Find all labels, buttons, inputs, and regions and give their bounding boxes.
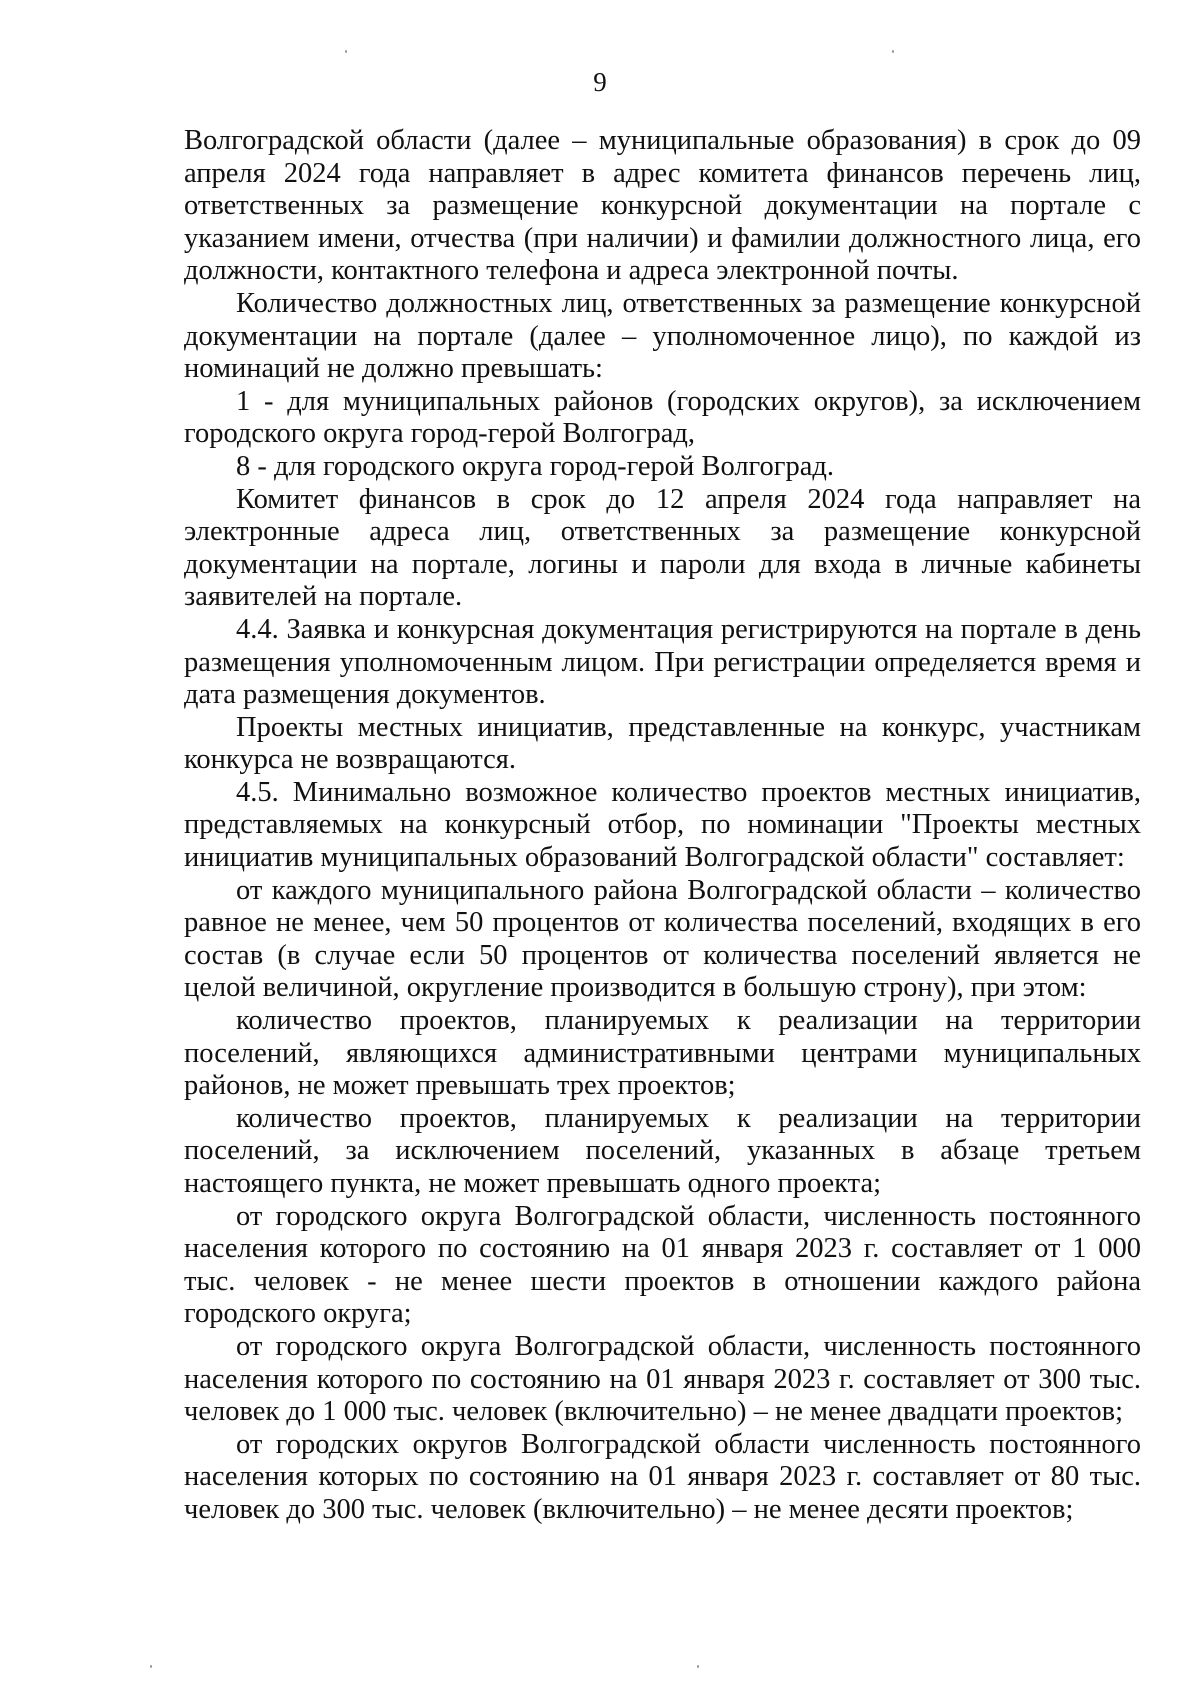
paragraph-city-80k: от городских округов Волгоградской области численность постоянного населения которых по состоянию на 01 января 2023 г. составляет от 80 тыс. человек до 300 тыс. человек (включительно) – не менее десяти проектов; xyxy=(184,1428,1141,1525)
paragraph-municipal-district: от каждого муниципального района Волгоградской области – количество равное не менее, чем 50 процентов от количества поселений, входящих в его состав (в случае если 50 процентов от количества поселений является не целой величиной, округление производится в большую строну), при этом: xyxy=(184,874,1141,1004)
scan-speck xyxy=(345,50,347,53)
scan-speck xyxy=(697,1665,699,1668)
paragraph-city-1000k: от городского округа Волгоградской области, численность постоянного населения которого по состоянию на 01 января 2023 г. составляет от 1 000 тыс. человек - не менее шести проектов в отношении каждого района городского округа; xyxy=(184,1200,1141,1330)
scan-speck xyxy=(150,1665,152,1668)
paragraph-limit-districts: 1 - для муниципальных районов (городских округов), за исключением городского округа город-герой Волгоград, xyxy=(184,385,1141,450)
paragraph-continuation: Волгоградской области (далее – муниципальные образования) в срок до 09 апреля 2024 года направляет в адрес комитета финансов перечень лиц, ответственных за размещение конкурсной документации на портале с указанием имени, отчества (при наличии) и фамилии должностного лица, его должности, контактного телефона и адреса электронной почты. xyxy=(184,125,1141,287)
paragraph-other-settlements: количество проектов, планируемых к реализации на территории поселений, за исключением поселений, указанных в абзаце третьем настоящего пункта, не может превышать одного проекта; xyxy=(184,1102,1141,1199)
paragraph-limit-volgograd: 8 - для городского округа город-герой Волгоград. xyxy=(236,450,834,482)
scan-speck xyxy=(892,50,894,53)
paragraph-projects-not-returned: Проекты местных инициатив, представленные на конкурс, участникам конкурса не возвращаются. xyxy=(184,711,1141,776)
document-body xyxy=(184,125,1141,1527)
paragraph-city-300k: от городского округа Волгоградской области, численность постоянного населения которого по состоянию на 01 января 2023 г. составляет от 300 тыс. человек до 1 000 тыс. человек (включительно) – не менее двадцати проектов; xyxy=(184,1330,1141,1428)
paragraph-admin-centers: количество проектов, планируемых к реализации на территории поселений, являющихся административными центрами муниципальных районов, не может превышать трех проектов; xyxy=(184,1005,1141,1102)
page-number: 9 xyxy=(593,67,607,97)
paragraph-officials-count: Количество должностных лиц, ответственных за размещение конкурсной документации на портале (далее – уполномоченное лицо), по каждой из номинаций не должно превышать: xyxy=(184,287,1141,385)
paragraph-4-4: 4.4. Заявка и конкурсная документация регистрируются на портале в день размещения уполномоченным лицом. При регистрации определяется время и дата размещения документов. xyxy=(184,613,1141,711)
paragraph-finance-committee: Комитет финансов в срок до 12 апреля 2024 года направляет на электронные адреса лиц, ответственных за размещение конкурсной документации на портале, логины и пароли для входа в личные кабинеты заявителей на портале. xyxy=(184,483,1141,613)
paragraph-4-5: 4.5. Минимально возможное количество проектов местных инициатив, представляемых на конкурсный отбор, по номинации "Проекты местных инициатив муниципальных образований Волгоградской области" составляет: xyxy=(184,776,1141,874)
